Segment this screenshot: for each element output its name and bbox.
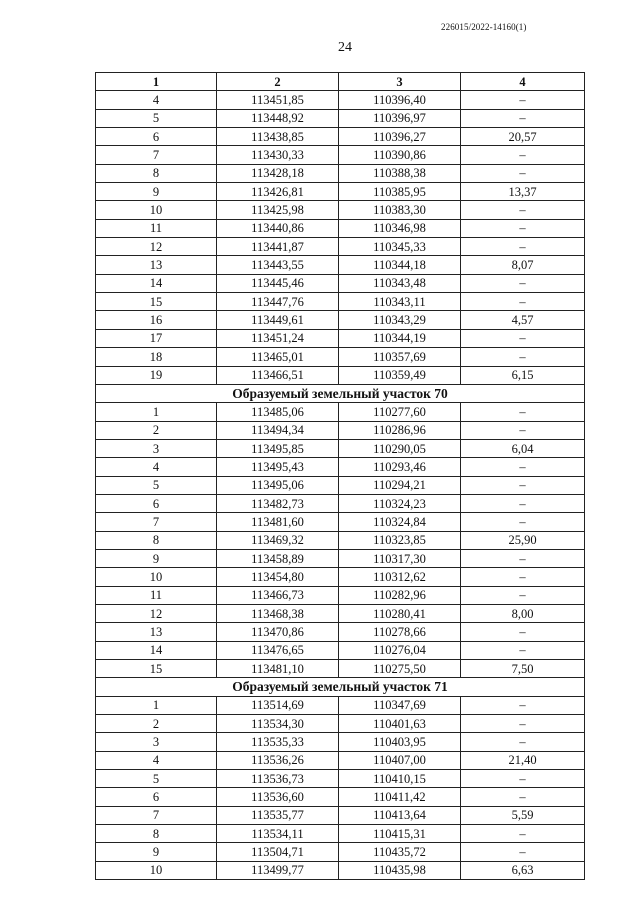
y-coordinate-cell: 110324,84 xyxy=(339,513,461,531)
point-number-cell: 19 xyxy=(96,366,217,384)
point-number-cell: 7 xyxy=(96,513,217,531)
x-coordinate-cell: 113535,33 xyxy=(217,733,339,751)
distance-cell: 8,00 xyxy=(461,604,585,622)
table-row xyxy=(96,458,585,476)
distance-cell: 13,37 xyxy=(461,183,585,201)
distance-cell: – xyxy=(461,476,585,494)
y-coordinate-cell: 110294,21 xyxy=(339,476,461,494)
y-coordinate-cell: 110403,95 xyxy=(339,733,461,751)
table-row xyxy=(96,733,585,751)
distance-cell: 6,15 xyxy=(461,366,585,384)
x-coordinate-cell: 113504,71 xyxy=(217,843,339,861)
x-coordinate-cell: 113470,86 xyxy=(217,623,339,641)
y-coordinate-cell: 110275,50 xyxy=(339,660,461,678)
column-header: 3 xyxy=(339,73,461,91)
distance-cell: – xyxy=(461,329,585,347)
y-coordinate-cell: 110312,62 xyxy=(339,568,461,586)
y-coordinate-cell: 110343,11 xyxy=(339,293,461,311)
table-row xyxy=(96,476,585,494)
y-coordinate-cell: 110401,63 xyxy=(339,715,461,733)
table-row xyxy=(96,329,585,347)
column-header: 1 xyxy=(96,73,217,91)
point-number-cell: 11 xyxy=(96,586,217,604)
x-coordinate-cell: 113426,81 xyxy=(217,183,339,201)
point-number-cell: 5 xyxy=(96,109,217,127)
y-coordinate-cell: 110410,15 xyxy=(339,770,461,788)
table-row xyxy=(96,586,585,604)
table-row xyxy=(96,806,585,824)
table-row xyxy=(96,568,585,586)
point-number-cell: 7 xyxy=(96,806,217,824)
x-coordinate-cell: 113441,87 xyxy=(217,238,339,256)
distance-cell: 5,59 xyxy=(461,806,585,824)
x-coordinate-cell: 113448,92 xyxy=(217,109,339,127)
distance-cell: – xyxy=(461,421,585,439)
distance-cell: – xyxy=(461,788,585,806)
x-coordinate-cell: 113485,06 xyxy=(217,403,339,421)
table-row xyxy=(96,861,585,879)
distance-cell: – xyxy=(461,238,585,256)
distance-cell: – xyxy=(461,733,585,751)
table-row xyxy=(96,549,585,567)
x-coordinate-cell: 113468,38 xyxy=(217,604,339,622)
table-row xyxy=(96,164,585,182)
point-number-cell: 8 xyxy=(96,825,217,843)
x-coordinate-cell: 113454,80 xyxy=(217,568,339,586)
point-number-cell: 9 xyxy=(96,549,217,567)
section-title: Образуемый земельный участок 71 xyxy=(96,678,585,696)
distance-cell: 20,57 xyxy=(461,128,585,146)
point-number-cell: 9 xyxy=(96,183,217,201)
point-number-cell: 2 xyxy=(96,715,217,733)
point-number-cell: 14 xyxy=(96,274,217,292)
point-number-cell: 1 xyxy=(96,403,217,421)
section-header-row xyxy=(96,384,585,402)
x-coordinate-cell: 113466,73 xyxy=(217,586,339,604)
table-body xyxy=(96,91,585,880)
table-row xyxy=(96,531,585,549)
x-coordinate-cell: 113495,85 xyxy=(217,439,339,457)
table-row xyxy=(96,770,585,788)
point-number-cell: 3 xyxy=(96,439,217,457)
x-coordinate-cell: 113495,06 xyxy=(217,476,339,494)
x-coordinate-cell: 113476,65 xyxy=(217,641,339,659)
distance-cell: – xyxy=(461,348,585,366)
distance-cell: 8,07 xyxy=(461,256,585,274)
column-header: 2 xyxy=(217,73,339,91)
table-row xyxy=(96,751,585,769)
y-coordinate-cell: 110347,69 xyxy=(339,696,461,714)
page-number: 24 xyxy=(338,40,352,55)
table-row xyxy=(96,825,585,843)
x-coordinate-cell: 113469,32 xyxy=(217,531,339,549)
point-number-cell: 7 xyxy=(96,146,217,164)
point-number-cell: 16 xyxy=(96,311,217,329)
table-header-row xyxy=(96,73,585,91)
distance-cell: – xyxy=(461,201,585,219)
y-coordinate-cell: 110385,95 xyxy=(339,183,461,201)
point-number-cell: 12 xyxy=(96,238,217,256)
distance-cell: – xyxy=(461,494,585,512)
point-number-cell: 1 xyxy=(96,696,217,714)
distance-cell: – xyxy=(461,513,585,531)
point-number-cell: 5 xyxy=(96,770,217,788)
y-coordinate-cell: 110317,30 xyxy=(339,549,461,567)
point-number-cell: 8 xyxy=(96,164,217,182)
table-row xyxy=(96,91,585,109)
document-id: 226015/2022-14160(1) xyxy=(441,22,527,32)
y-coordinate-cell: 110359,49 xyxy=(339,366,461,384)
x-coordinate-cell: 113425,98 xyxy=(217,201,339,219)
table-row xyxy=(96,623,585,641)
x-coordinate-cell: 113466,51 xyxy=(217,366,339,384)
column-header: 4 xyxy=(461,73,585,91)
point-number-cell: 2 xyxy=(96,421,217,439)
point-number-cell: 12 xyxy=(96,604,217,622)
distance-cell: – xyxy=(461,458,585,476)
y-coordinate-cell: 110390,86 xyxy=(339,146,461,164)
table-row xyxy=(96,109,585,127)
y-coordinate-cell: 110282,96 xyxy=(339,586,461,604)
distance-cell: – xyxy=(461,843,585,861)
table-row xyxy=(96,348,585,366)
x-coordinate-cell: 113499,77 xyxy=(217,861,339,879)
x-coordinate-cell: 113443,55 xyxy=(217,256,339,274)
y-coordinate-cell: 110396,27 xyxy=(339,128,461,146)
point-number-cell: 4 xyxy=(96,91,217,109)
y-coordinate-cell: 110413,64 xyxy=(339,806,461,824)
table-row xyxy=(96,843,585,861)
distance-cell: – xyxy=(461,164,585,182)
y-coordinate-cell: 110435,72 xyxy=(339,843,461,861)
y-coordinate-cell: 110343,29 xyxy=(339,311,461,329)
distance-cell: – xyxy=(461,91,585,109)
x-coordinate-cell: 113430,33 xyxy=(217,146,339,164)
table-row xyxy=(96,439,585,457)
y-coordinate-cell: 110345,33 xyxy=(339,238,461,256)
y-coordinate-cell: 110346,98 xyxy=(339,219,461,237)
table-row xyxy=(96,403,585,421)
distance-cell: – xyxy=(461,293,585,311)
y-coordinate-cell: 110276,04 xyxy=(339,641,461,659)
distance-cell: – xyxy=(461,715,585,733)
x-coordinate-cell: 113536,26 xyxy=(217,751,339,769)
x-coordinate-cell: 113514,69 xyxy=(217,696,339,714)
point-number-cell: 5 xyxy=(96,476,217,494)
point-number-cell: 10 xyxy=(96,861,217,879)
x-coordinate-cell: 113451,24 xyxy=(217,329,339,347)
point-number-cell: 4 xyxy=(96,458,217,476)
table-row xyxy=(96,256,585,274)
y-coordinate-cell: 110411,42 xyxy=(339,788,461,806)
point-number-cell: 13 xyxy=(96,256,217,274)
section-header-row xyxy=(96,678,585,696)
x-coordinate-cell: 113482,73 xyxy=(217,494,339,512)
x-coordinate-cell: 113534,11 xyxy=(217,825,339,843)
table-row xyxy=(96,696,585,714)
x-coordinate-cell: 113536,73 xyxy=(217,770,339,788)
table-row xyxy=(96,219,585,237)
table-row xyxy=(96,128,585,146)
table-row xyxy=(96,293,585,311)
point-number-cell: 6 xyxy=(96,128,217,146)
table-row xyxy=(96,238,585,256)
x-coordinate-cell: 113465,01 xyxy=(217,348,339,366)
point-number-cell: 9 xyxy=(96,843,217,861)
point-number-cell: 14 xyxy=(96,641,217,659)
table-row xyxy=(96,494,585,512)
point-number-cell: 15 xyxy=(96,660,217,678)
table-row xyxy=(96,366,585,384)
y-coordinate-cell: 110324,23 xyxy=(339,494,461,512)
point-number-cell: 6 xyxy=(96,494,217,512)
table-row xyxy=(96,604,585,622)
point-number-cell: 17 xyxy=(96,329,217,347)
y-coordinate-cell: 110278,66 xyxy=(339,623,461,641)
x-coordinate-cell: 113535,77 xyxy=(217,806,339,824)
section-title: Образуемый земельный участок 70 xyxy=(96,384,585,402)
distance-cell: – xyxy=(461,770,585,788)
x-coordinate-cell: 113534,30 xyxy=(217,715,339,733)
x-coordinate-cell: 113451,85 xyxy=(217,91,339,109)
x-coordinate-cell: 113495,43 xyxy=(217,458,339,476)
distance-cell: 25,90 xyxy=(461,531,585,549)
y-coordinate-cell: 110415,31 xyxy=(339,825,461,843)
y-coordinate-cell: 110435,98 xyxy=(339,861,461,879)
point-number-cell: 4 xyxy=(96,751,217,769)
y-coordinate-cell: 110344,18 xyxy=(339,256,461,274)
y-coordinate-cell: 110323,85 xyxy=(339,531,461,549)
point-number-cell: 10 xyxy=(96,568,217,586)
distance-cell: – xyxy=(461,623,585,641)
y-coordinate-cell: 110357,69 xyxy=(339,348,461,366)
table-row xyxy=(96,274,585,292)
distance-cell: – xyxy=(461,825,585,843)
distance-cell: – xyxy=(461,146,585,164)
table-row xyxy=(96,201,585,219)
distance-cell: – xyxy=(461,549,585,567)
x-coordinate-cell: 113536,60 xyxy=(217,788,339,806)
y-coordinate-cell: 110290,05 xyxy=(339,439,461,457)
x-coordinate-cell: 113440,86 xyxy=(217,219,339,237)
table-row xyxy=(96,788,585,806)
distance-cell: – xyxy=(461,696,585,714)
point-number-cell: 10 xyxy=(96,201,217,219)
x-coordinate-cell: 113438,85 xyxy=(217,128,339,146)
distance-cell: 4,57 xyxy=(461,311,585,329)
distance-cell: 6,04 xyxy=(461,439,585,457)
point-number-cell: 6 xyxy=(96,788,217,806)
distance-cell: – xyxy=(461,403,585,421)
table-row xyxy=(96,311,585,329)
x-coordinate-cell: 113428,18 xyxy=(217,164,339,182)
distance-cell: – xyxy=(461,641,585,659)
table-row xyxy=(96,513,585,531)
distance-cell: – xyxy=(461,586,585,604)
table-row xyxy=(96,146,585,164)
distance-cell: – xyxy=(461,568,585,586)
distance-cell: – xyxy=(461,274,585,292)
point-number-cell: 8 xyxy=(96,531,217,549)
y-coordinate-cell: 110286,96 xyxy=(339,421,461,439)
y-coordinate-cell: 110280,41 xyxy=(339,604,461,622)
point-number-cell: 13 xyxy=(96,623,217,641)
x-coordinate-cell: 113481,10 xyxy=(217,660,339,678)
table-row xyxy=(96,183,585,201)
table-row xyxy=(96,660,585,678)
point-number-cell: 15 xyxy=(96,293,217,311)
y-coordinate-cell: 110407,00 xyxy=(339,751,461,769)
y-coordinate-cell: 110396,97 xyxy=(339,109,461,127)
x-coordinate-cell: 113494,34 xyxy=(217,421,339,439)
point-number-cell: 3 xyxy=(96,733,217,751)
y-coordinate-cell: 110277,60 xyxy=(339,403,461,421)
y-coordinate-cell: 110293,46 xyxy=(339,458,461,476)
point-number-cell: 18 xyxy=(96,348,217,366)
x-coordinate-cell: 113445,46 xyxy=(217,274,339,292)
coordinates-table xyxy=(95,72,585,880)
distance-cell: – xyxy=(461,109,585,127)
x-coordinate-cell: 113458,89 xyxy=(217,549,339,567)
distance-cell: – xyxy=(461,219,585,237)
x-coordinate-cell: 113447,76 xyxy=(217,293,339,311)
y-coordinate-cell: 110396,40 xyxy=(339,91,461,109)
y-coordinate-cell: 110383,30 xyxy=(339,201,461,219)
distance-cell: 6,63 xyxy=(461,861,585,879)
x-coordinate-cell: 113449,61 xyxy=(217,311,339,329)
distance-cell: 21,40 xyxy=(461,751,585,769)
table-row xyxy=(96,715,585,733)
x-coordinate-cell: 113481,60 xyxy=(217,513,339,531)
y-coordinate-cell: 110344,19 xyxy=(339,329,461,347)
table-row xyxy=(96,641,585,659)
table-row xyxy=(96,421,585,439)
point-number-cell: 11 xyxy=(96,219,217,237)
y-coordinate-cell: 110343,48 xyxy=(339,274,461,292)
y-coordinate-cell: 110388,38 xyxy=(339,164,461,182)
distance-cell: 7,50 xyxy=(461,660,585,678)
